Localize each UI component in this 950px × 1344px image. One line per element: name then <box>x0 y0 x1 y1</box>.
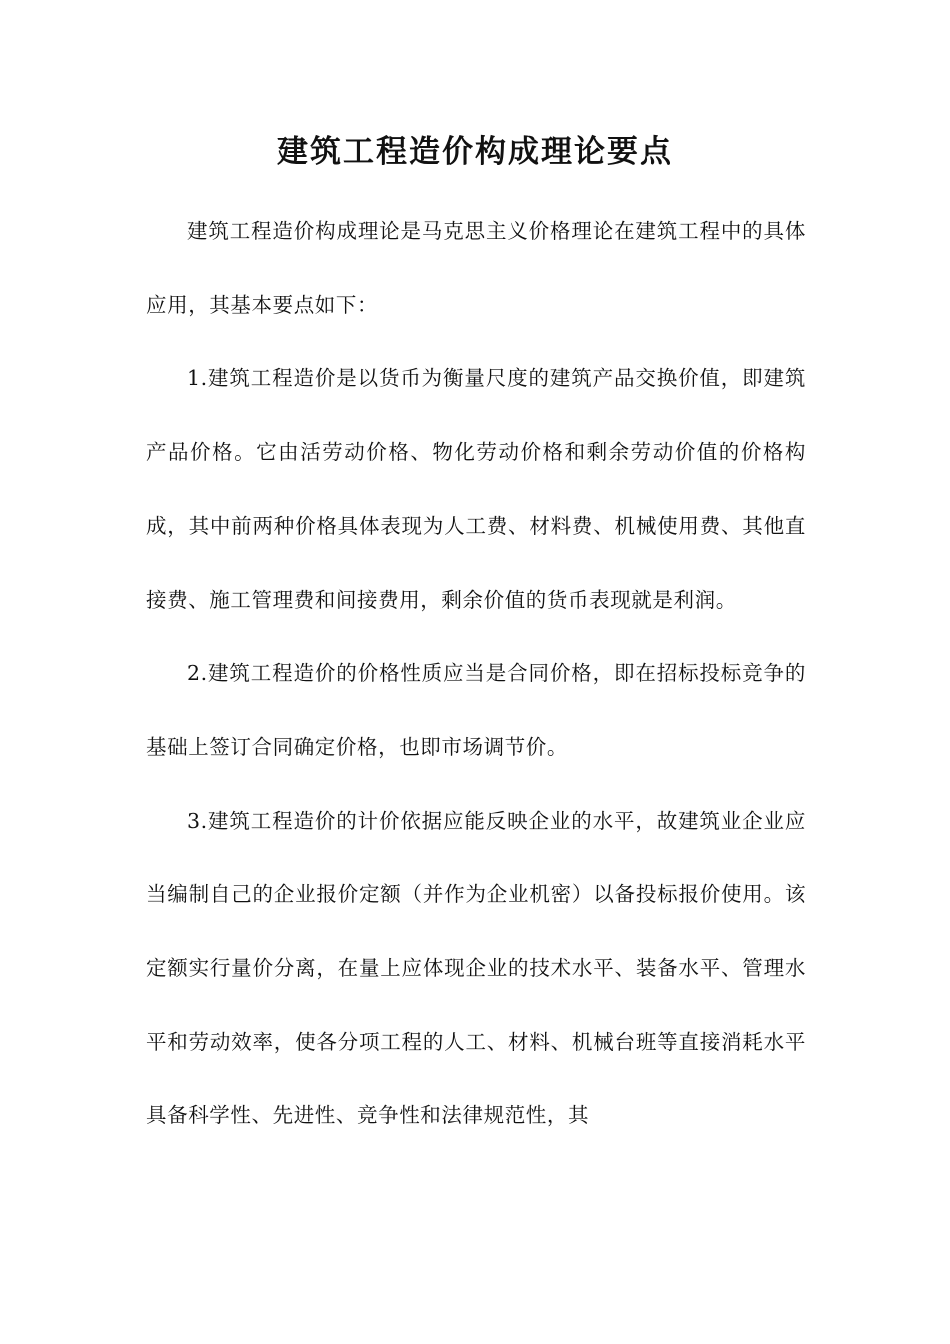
paragraph-point-2: 2.建筑工程造价的价格性质应当是合同价格，即在招标投标竞争的基础上签订合同确定价格，也即市场调节价。 <box>146 661 806 759</box>
document-title: 建筑工程造价构成理论要点 <box>277 134 673 170</box>
paragraph-intro: 建筑工程造价构成理论是马克思主义价格理论在建筑工程中的具体应用，其基本要点如下： <box>146 219 806 317</box>
paragraph-point-1: 1.建筑工程造价是以货币为衡量尺度的建筑产品交换价值，即建筑产品价格。它由活劳动价格、物化劳动价格和剩余劳动价值的价格构成，其中前两种价格具体表现为人工费、材料费、机械使用费、其他直接费、施工管理费和间接费用，剩余价值的货币表现就是利润。 <box>146 366 806 612</box>
paragraph-point-3: 3.建筑工程造价的计价依据应能反映企业的水平，故建筑业企业应当编制自己的企业报价定额（并作为企业机密）以备投标报价使用。该定额实行量价分离，在量上应体现企业的技术水平、装备水平、管理水平和劳动效率，使各分项工程的人工、材料、机械台班等直接消耗水平具备科学性、先进性、竞争性和法律规范性，其 <box>146 808 806 1128</box>
document-body <box>146 195 806 1153</box>
